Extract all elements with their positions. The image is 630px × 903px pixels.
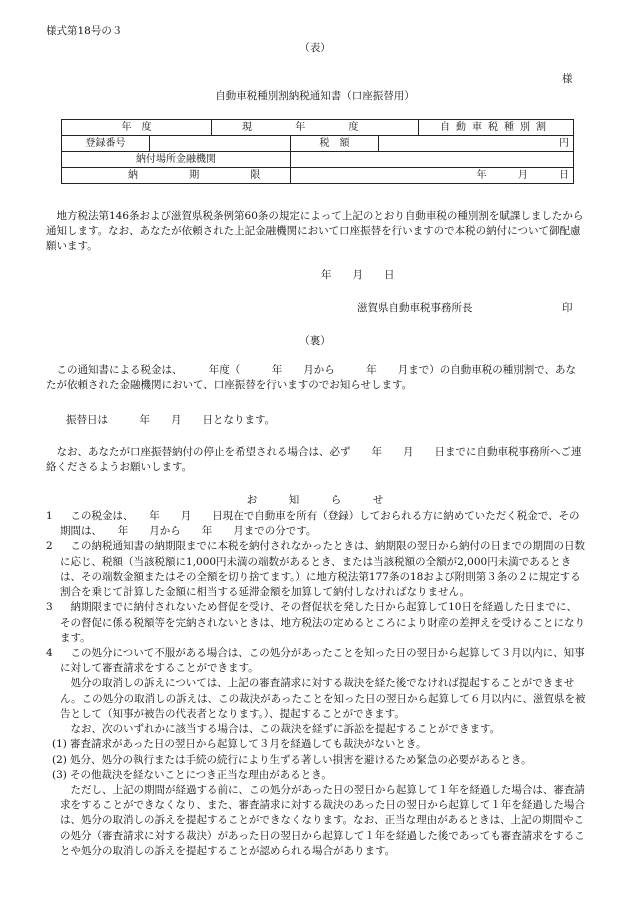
seal: 印 <box>562 302 573 314</box>
due-label-3: 限 <box>250 169 261 181</box>
item-text: この処分について不服がある場合は、この処分があったことを知った日の翌日から起算して３月以内に、知事に対して審査請求をすることができます。 <box>60 646 585 675</box>
item-text: この税金は、 年 月 日現在で自動車を所有（登録）しておられる方に納めていただく税金で、その期間は、 年 月から 年 月までの分です。 <box>60 510 580 538</box>
issuer: 滋賀県自動車税事務所長 <box>357 302 473 314</box>
back-label: （裏） <box>299 335 331 347</box>
due-label-2: 期 <box>189 169 200 181</box>
transfer-date: 振替日は 年 月 日となります。 <box>66 414 276 426</box>
item-number: 4 <box>46 646 53 659</box>
item4-paragraph-4: ただし、上記の期間が経過する前に、この処分があった日の翌日から起算して１年を経過した場合は、審査請求をすることができなくなり、また、審査請求に対する裁決のあった日の翌日から起算して１年を経過した場合は、処分の取消しの訴えを提起することができなくなります。なお、正当な理由があるときは、上記の期間やこの処分（審査請求に対する裁決）があった日の翌日から起算して１年を経過した後であっても審査請求をすることや処分の取消しの訴えを提起することが認められる場合があります。 <box>60 783 585 857</box>
back-paragraph-2: なお、あなたが口座振替納付の停止を希望される場合は、必ず 年 月 日までに自動車税事務所へご連絡くださるようお願いします。 <box>46 446 582 474</box>
sub-item <box>46 737 586 752</box>
current-year-label: 年 <box>295 121 306 133</box>
item-text: この納税通知書の納期限までに本税を納付されなかったときは、納期限の翌日から納付の日までの期間の日数に応じ、税額（当該税額に1,000円未満の端数があるとき、または当該税額の全額が2,000円未満であるときは、その端数金額またはその全額を切り捨てます。）に地方税法第177条の18および附則第３条の２に規定する割合を乗じて計算した金額に相当する延滞金額を加算して納付しなければなりません。 <box>60 540 585 599</box>
sub-item-number: (2) <box>52 753 67 766</box>
due-year: 年 <box>476 169 487 181</box>
notice-item <box>46 646 586 676</box>
item4-paragraph-2: 処分の取消しの訴えについては、上記の審査請求に対する裁決を経た後でなければ提起することができません。この処分の取消しの訴えは、この裁決があったことを知った日の翌日から起算して６月以内に、滋賀県を被告として（知事が被告の代表者となります。）、提起することができます。 <box>60 677 586 720</box>
due-date-label <box>62 168 291 184</box>
notice-list <box>46 509 586 859</box>
sub-item-text: 処分、処分の執行または手続の続行により生ずる著しい損害を避けるため緊急の必要があるとき。 <box>70 753 532 766</box>
item4-paragraph-3: なお、次のいずれかに該当する場合は、この裁決を経ずに訴訟を提起することができます。 <box>70 723 501 736</box>
form-number: 様式第18号の３ <box>46 25 123 37</box>
bank-value <box>291 152 574 168</box>
registration-label: 登録番号 <box>62 136 150 152</box>
due-month: 月 <box>517 169 528 181</box>
current-degree-label: 度 <box>348 121 359 133</box>
front-label: （表） <box>299 42 331 54</box>
due-day: 日 <box>559 169 569 181</box>
due-label-1: 納 <box>128 169 138 181</box>
sub-item-number: (1) <box>52 738 67 751</box>
issue-date: 年 月 日 <box>321 269 395 281</box>
item-number: 1 <box>46 510 53 522</box>
due-date-value <box>291 168 574 184</box>
tax-amount-yen: 円 <box>379 136 574 152</box>
item-number: 2 <box>46 540 53 553</box>
sub-item <box>46 753 586 768</box>
item-text: 納期限までに納付されないため督促を受け、その督促状を発した日から起算して10日を経過した日までに、その督促に係る税額等を完納されないときは、地方税法の定めるところにより財産の差押えを受けることになります。 <box>60 601 585 644</box>
fiscal-year-header: 年 度 <box>62 120 212 136</box>
item-number: 3 <box>46 601 53 614</box>
sub-item-text: 審査請求があった日の翌日から起算して３月を経過しても裁決がないとき。 <box>70 738 427 751</box>
tax-amount-label: 税 額 <box>291 136 379 152</box>
front-paragraph: 地方税法第146条および滋賀県税条例第60条の規定によって上記のとおり自動車税の種別割を賦課しましたから通知します。なお、あなたが依頼された上記金融機関において口座振替を行いますので本税の納付について御配慮願います。 <box>46 210 584 253</box>
notice-heading: お 知 ら せ <box>246 494 384 506</box>
sub-item-number: (3) <box>52 768 67 781</box>
sub-item-text: その他裁決を経ないことにつき正当な理由があるとき。 <box>70 768 332 781</box>
current-year-header <box>212 120 419 136</box>
back-paragraph-1: この通知書による税金は、 年度（ 年 月から 年 月まで）の自動車税の種別割で、あなたが依頼された金融機関において、口座振替を行いますのでお知らせします。 <box>46 364 577 392</box>
bank-label: 納付場所金融機関 <box>62 152 291 168</box>
tax-info-table <box>61 119 574 184</box>
notice-title: 自動車税種別割納税通知書（口座振替用） <box>215 90 415 102</box>
sub-item <box>46 768 586 783</box>
notice-item <box>46 600 586 646</box>
tax-type-header: 自動車税種別割 <box>419 120 574 136</box>
current-label: 現 <box>242 121 252 133</box>
notice-item <box>46 509 586 539</box>
registration-value <box>150 136 291 152</box>
notice-item <box>46 539 586 600</box>
addressee-suffix: 様 <box>562 73 573 85</box>
